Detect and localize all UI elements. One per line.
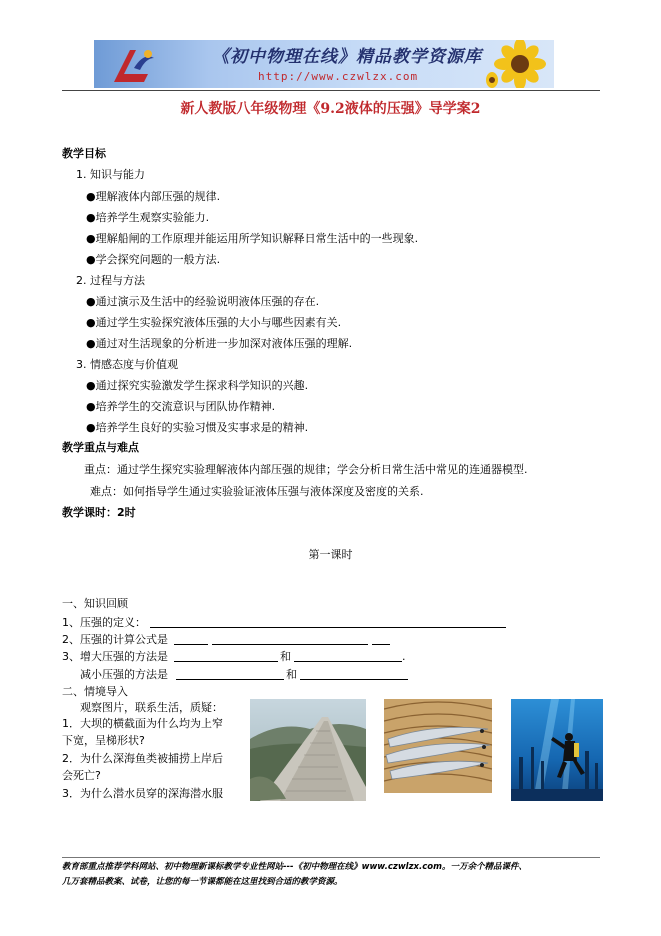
objective-item: ●培养学生观察实验能力. <box>86 211 210 224</box>
difficult-point-text: 难点：如何指导学生通过实验验证液体压强与液体深度及密度的关系. <box>90 485 424 498</box>
objective-item: ●通过学生实验探究液体压强的大小与哪些因素有关. <box>86 316 342 329</box>
intro-lead: 观察图片，联系生活，质疑： <box>80 701 223 714</box>
key-point-text: 重点：通过学生探究实验理解液体内部压强的规律；学会分析日常生活中常见的连通器模型. <box>84 463 528 476</box>
review-q2-blank-b[interactable] <box>212 644 368 645</box>
footer-line: 几万套精品教案、试卷，让您的每一节课都能在这里找到合适的教学资源。 <box>62 877 343 887</box>
intro-question: 1．大坝的横截面为什么均为上窄 <box>62 717 223 730</box>
review-q1-blank[interactable] <box>150 627 506 628</box>
section-knowledge-title: 1. 知识与能力 <box>76 168 145 181</box>
objective-item: ●通过对生活现象的分析进一步加深对液体压强的理解. <box>86 337 353 350</box>
banner-url[interactable]: http://www.czwlzx.com <box>258 70 419 83</box>
fish-basket-photo <box>384 699 492 793</box>
review-q4-and: 和 <box>286 668 297 681</box>
intro-question: 2．为什么深海鱼类被捕捞上岸后 <box>62 752 223 765</box>
intro-question: 下宽，呈梯形状? <box>62 734 145 747</box>
review-q3-period: . <box>402 650 406 663</box>
objective-item: ●理解船闸的工作原理并能运用所学知识解释日常生活中的一些现象. <box>86 232 419 245</box>
review-q3: 3、增大压强的方法是 <box>62 650 168 663</box>
key-points-heading: 教学重点与难点 <box>62 441 139 454</box>
footer-divider <box>62 857 600 858</box>
section-emotion-title: 3. 情感态度与价值观 <box>76 358 178 371</box>
teaching-hours <box>62 506 136 520</box>
intro-question: 3．为什么潜水员穿的深海潜水服 <box>62 787 223 800</box>
review-q4-blank-a[interactable] <box>176 679 284 680</box>
review-q3-and: 和 <box>280 650 291 663</box>
review-q4: 减小压强的方法是 <box>80 668 168 681</box>
review-q2-blank-c[interactable] <box>372 644 390 645</box>
section-process-title: 2. 过程与方法 <box>76 274 145 287</box>
objective-item: ●通过演示及生活中的经验说明液体压强的存在. <box>86 295 320 308</box>
review-q2-blank-a[interactable] <box>174 644 208 645</box>
review-q3-blank-b[interactable] <box>294 661 402 662</box>
dam-photo <box>250 699 366 801</box>
teaching-hours-label: 教学课时： <box>62 506 117 519</box>
intro-heading: 二、情境导入 <box>62 685 128 698</box>
document-title: 新人教版八年级物理《9.2液体的压强》导学案2 <box>180 101 481 117</box>
header-banner <box>94 40 554 88</box>
review-q4-blank-b[interactable] <box>300 679 408 680</box>
site-logo <box>108 44 158 86</box>
review-q3-blank-a[interactable] <box>174 661 278 662</box>
review-heading: 一、知识回顾 <box>62 597 128 610</box>
objectives-heading: 教学目标 <box>62 147 106 160</box>
objective-item: ●理解液体内部压强的规律. <box>86 190 221 203</box>
objective-item: ●通过探究实验激发学生探求科学知识的兴趣. <box>86 379 309 392</box>
header-divider <box>62 90 600 91</box>
objective-item: ●学会探究问题的一般方法. <box>86 253 221 266</box>
objective-item: ●培养学生良好的实验习惯及实事求是的精神. <box>86 421 309 434</box>
diver-photo <box>511 699 603 801</box>
banner-title: 《初中物理在线》精品教学资源库 <box>212 47 482 67</box>
objective-item: ●培养学生的交流意识与团队协作精神. <box>86 400 276 413</box>
review-q1: 1、压强的定义： <box>62 616 146 629</box>
footer-line: 教育部重点推荐学科网站、初中物理新课标教学专业性网站---《初中物理在线》www.czwlzx.com。一万余个精品课件、 <box>62 862 527 872</box>
lesson-title: 第一课时 <box>308 548 353 561</box>
intro-question: 会死亡? <box>62 769 101 782</box>
teaching-hours-value: 2时 <box>117 506 136 519</box>
sunflower-icon <box>486 40 554 88</box>
review-q2: 2、压强的计算公式是 <box>62 633 168 646</box>
